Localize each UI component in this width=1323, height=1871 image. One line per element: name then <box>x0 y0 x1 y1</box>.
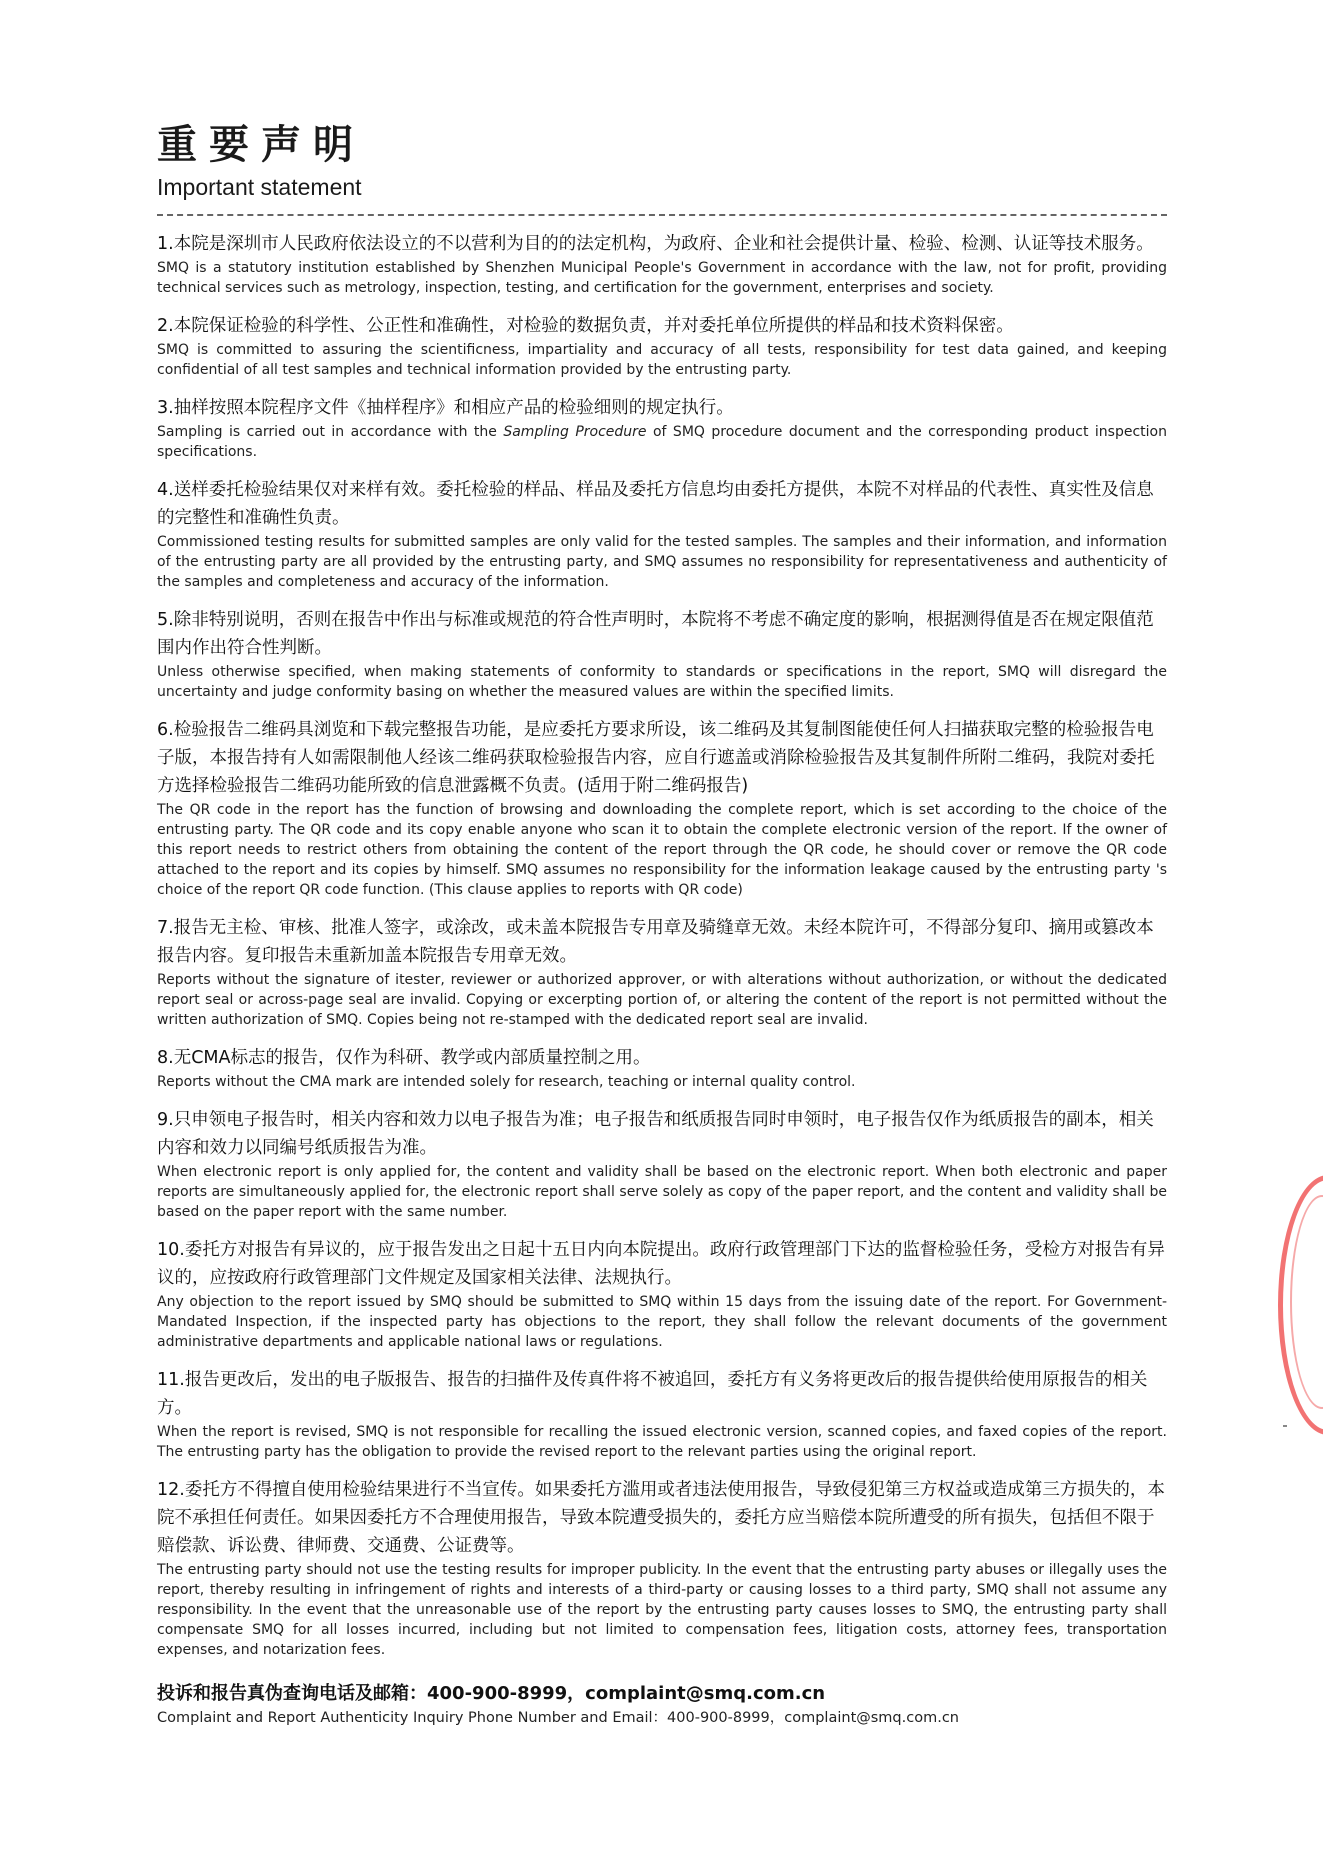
statement-item-9 <box>157 1106 1167 1222</box>
page-edge-mark <box>1283 1425 1287 1427</box>
contact-en: Complaint and Report Authenticity Inquiry Phone Number and Email：400-900-8999，complaint@smq.com.cn <box>157 1710 959 1727</box>
statement-en: The QR code in the report has the function of browsing and downloading the complete report, which is set according to the choice of the entrusting party. The QR code and its copy enable anyone who scan it to obtain the complete electronic version of the report. If the owner of this report needs to restrict others from obtaining the content of the report through the QR code, he should cover or remove the QR code attached to the report and its copies by himself. SMQ assumes no responsibility for the information leakage caused by the entrusting party 's choice of the report QR code function. (This clause applies to reports with QR code) <box>157 802 1167 899</box>
statement-zh: 12.委托方不得擅自使用检验结果进行不当宣传。如果委托方滥用或者违法使用报告，导致侵犯第三方权益或造成第三方损失的，本院不承担任何责任。如果因委托方不合理使用报告，导致本院遭受损失的，委托方应当赔偿本院所遭受的所有损失，包括但不限于赔偿款、诉讼费、律师费、交通费、公证费等。 <box>157 1480 1165 1557</box>
statement-en: SMQ is committed to assuring the scientificness, impartiality and accuracy of all tests, responsibility for test data gained, and keeping confidential of all test samples and technical information provided by the entrusting party. <box>157 342 1167 379</box>
statement-item-8 <box>157 1044 1167 1092</box>
statement-en <box>157 422 1167 462</box>
statement-zh: 8.无CMA标志的报告，仅作为科研、教学或内部质量控制之用。 <box>157 1048 651 1069</box>
statement-item-4 <box>157 476 1167 592</box>
statement-item-12 <box>157 1476 1167 1660</box>
statement-zh: 6.检验报告二维码具浏览和下载完整报告功能，是应委托方要求所设，该二维码及其复制图能使任何人扫描获取完整的检验报告电子版，本报告持有人如需限制他人经该二维码获取检验报告内容，应自行遮盖或消除检验报告及其复制件所附二维码，我院对委托方选择检验报告二维码功能所致的信息泄露概不负责。(适用于附二维码报告) <box>157 720 1155 797</box>
statement-item-11 <box>157 1366 1167 1462</box>
statement-en: Any objection to the report issued by SMQ should be submitted to SMQ within 15 days from the issuing date of the report. For Government-Mandated Inspection, if the inspected party has objections to the report, they shall follow the relevant documents of the government administrative departments and applicable national laws or regulations. <box>157 1294 1167 1351</box>
statement-en: Commissioned testing results for submitted samples are only valid for the tested samples. The samples and their information, and information of the entrusting party are all provided by the entrusting party, and SMQ assumes no responsibility for representativeness and authenticity of the samples and completeness and accuracy of the information. <box>157 534 1167 591</box>
statement-zh: 5.除非特别说明，否则在报告中作出与标准或规范的符合性声明时，本院将不考虑不确定度的影响，根据测得值是否在规定限值范围内作出符合性判断。 <box>157 610 1154 659</box>
page-title-zh: 重要声明 <box>157 122 365 168</box>
statement-item-10 <box>157 1236 1167 1352</box>
statement-zh: 7.报告无主检、审核、批准人签字，或涂改，或未盖本院报告专用章及骑缝章无效。未经本院许可，不得部分复印、摘用或篡改本报告内容。复印报告未重新加盖本院报告专用章无效。 <box>157 918 1154 967</box>
statement-en-part-b: of SMQ procedure document and the corresponding product inspection specifications. <box>157 424 1167 461</box>
statement-en: SMQ is a statutory institution established by Shenzhen Municipal People's Government in accordance with the law, not for profit, providing technical services such as metrology, inspection, testing, and certification for the government, enterprises and society. <box>157 260 1167 297</box>
statement-en: When the report is revised, SMQ is not responsible for recalling the issued electronic version, scanned copies, and faxed copies of the report. The entrusting party has the obligation to provide the revised report to the relevant parties using the original report. <box>157 1424 1167 1461</box>
statement-item-3 <box>157 394 1167 462</box>
contact-zh: 投诉和报告真伪查询电话及邮箱：400-900-8999，complaint@smq.com.cn <box>157 1683 826 1705</box>
statement-page <box>157 122 1167 1728</box>
statement-item-1 <box>157 230 1167 298</box>
contact-footer <box>157 1680 1167 1728</box>
statement-zh: 4.送样委托检验结果仅对来样有效。委托检验的样品、样品及委托方信息均由委托方提供，本院不对样品的代表性、真实性及信息的完整性和准确性负责。 <box>157 480 1154 529</box>
statement-en: When electronic report is only applied for, the content and validity shall be based on the electronic report. When both electronic and paper reports are simultaneously applied for, the electronic report shall serve solely as copy of the paper report, and the content and validity shall be based on the paper report with the same number. <box>157 1164 1167 1221</box>
statement-zh: 9.只申领电子报告时，相关内容和效力以电子报告为准；电子报告和纸质报告同时申领时，电子报告仅作为纸质报告的副本，相关内容和效力以同编号纸质报告为准。 <box>157 1110 1154 1159</box>
statement-zh: 2.本院保证检验的科学性、公正性和准确性，对检验的数据负责，并对委托单位所提供的样品和技术资料保密。 <box>157 316 1014 337</box>
statement-item-7 <box>157 914 1167 1030</box>
sampling-procedure-title: Sampling Procedure <box>503 424 647 441</box>
statement-en: Unless otherwise specified, when making statements of conformity to standards or specifications in the report, SMQ will disregard the uncertainty and judge conformity basing on whether the measured values are within the specified limits. <box>157 664 1167 701</box>
statement-zh: 1.本院是深圳市人民政府依法设立的不以营利为目的的法定机构，为政府、企业和社会提供计量、检验、检测、认证等技术服务。 <box>157 234 1154 255</box>
statement-item-2 <box>157 312 1167 380</box>
statement-item-5 <box>157 606 1167 702</box>
page-title-en: Important statement <box>157 174 362 200</box>
dashed-divider <box>157 214 1167 216</box>
statement-zh: 11.报告更改后，发出的电子版报告、报告的扫描件及传真件将不被追回，委托方有义务将更改后的报告提供给使用原报告的相关方。 <box>157 1370 1148 1419</box>
statement-en-part-a: Sampling is carried out in accordance with the <box>157 424 497 441</box>
statement-en: The entrusting party should not use the testing results for improper publicity. In the event that the entrusting party abuses or illegally uses the report, thereby resulting in infringement of rights and interests of a third-party or causing losses to a third party, SMQ shall not assume any responsibility. In the event that the unreasonable use of the report by the entrusting party causes losses to SMQ, the entrusting party shall compensate SMQ for all losses incurred, including but not limited to compensation fees, litigation costs, attorney fees, transportation expenses, and notarization fees. <box>157 1562 1167 1659</box>
statement-zh: 10.委托方对报告有异议的，应于报告发出之日起十五日内向本院提出。政府行政管理部门下达的监督检验任务，受检方对报告有异议的，应按政府行政管理部门文件规定及国家相关法律、法规执行。 <box>157 1240 1165 1289</box>
statement-en: Reports without the CMA mark are intended solely for research, teaching or internal quality control. <box>157 1074 856 1091</box>
statement-item-6 <box>157 716 1167 900</box>
statement-zh: 3.抽样按照本院程序文件《抽样程序》和相应产品的检验细则的规定执行。 <box>157 398 734 419</box>
statement-en: Reports without the signature of itester, reviewer or authorized approver, or with alterations without authorization, or without the dedicated report seal or across-page seal are invalid. Copying or excerpting portion of, or altering the content of the report is not permitted without the written authorization of SMQ. Copies being not re-stamped with the dedicated report seal are invalid. <box>157 972 1167 1029</box>
